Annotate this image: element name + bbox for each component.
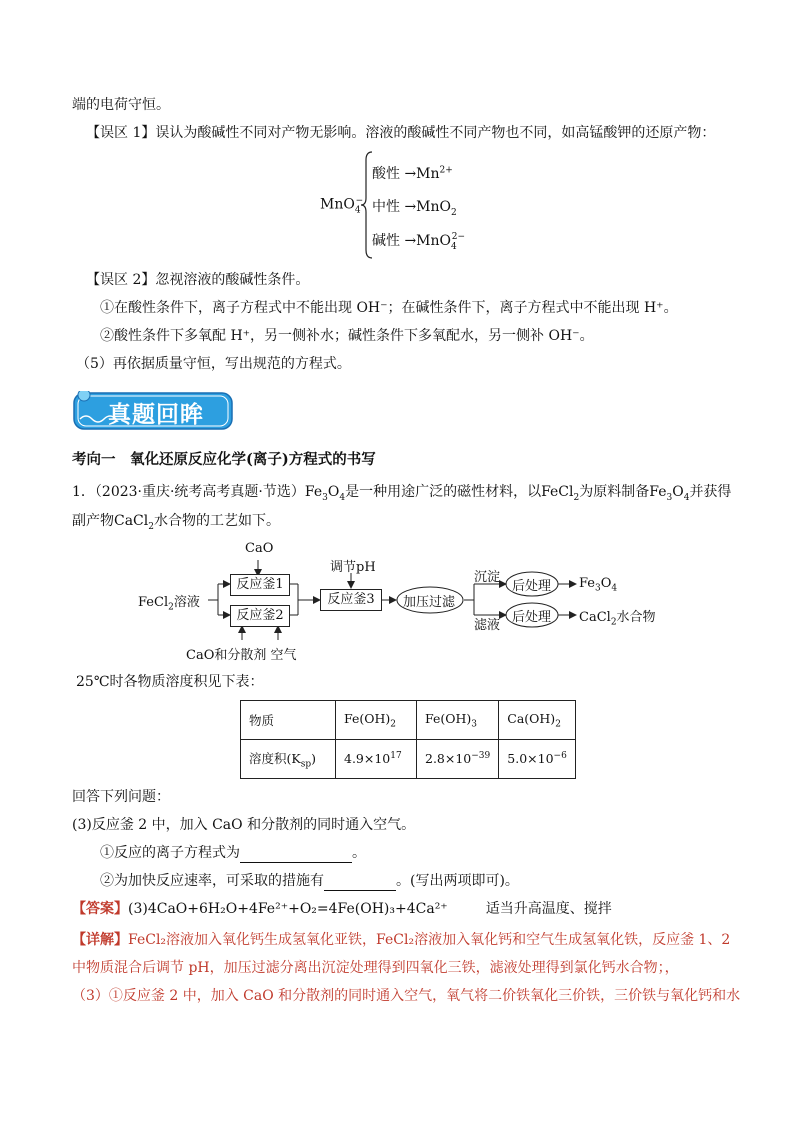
answer-blank-2[interactable] bbox=[324, 890, 396, 891]
misconception-2 bbox=[86, 270, 309, 290]
section-badge bbox=[70, 391, 235, 431]
r0-text: 溶度积 bbox=[249, 750, 287, 766]
mis1-text: 误认为酸碱性不同对产物无影响。溶液的酸碱性不同产物也不同，如高锰酸钾的还原产物： bbox=[155, 125, 716, 141]
table-row bbox=[241, 701, 576, 740]
table-header-caoh2: $Ca(OH)_2$ bbox=[499, 701, 576, 740]
v3-exp: −6 bbox=[553, 751, 567, 762]
branch-neutral-text: 中性 →MnO bbox=[372, 199, 452, 215]
question-line-1: 1．（2023·重庆·统考高考真题·节选）$Fe_3O_4$是一种用途广泛的磁性材料，以FeCl$_2$为原料制备$Fe_3O_4$并获得 bbox=[72, 484, 732, 503]
reactor-2: 反应釜2 bbox=[230, 605, 290, 627]
answer-text-2: 适当升高温度、搅拌 bbox=[485, 901, 612, 917]
flow-fe3o4: $Fe_3O_4$ bbox=[579, 576, 618, 594]
detail-line-3: （3）①反应釜 2 中，加入 CaO 和分散剂的同时通入空气，氧气将二价铁氧化三价铁，三价铁与氧化钙和水 bbox=[72, 988, 741, 1004]
q3a-text: ①反应的离子方程式为 bbox=[100, 845, 240, 861]
mis1-label: 【误区 1】 bbox=[86, 125, 156, 141]
badge-title: 真题回眸 bbox=[108, 402, 204, 428]
solubility-table bbox=[240, 700, 576, 779]
question-text-b: 为原料制备 bbox=[579, 484, 650, 500]
question-3b bbox=[100, 871, 519, 891]
flow-precip: 沉淀 bbox=[474, 570, 501, 585]
branch-basic: 碱性 →MnO$_4^{2-}$ bbox=[372, 232, 466, 252]
formula-text: MnO bbox=[320, 196, 355, 213]
answer-text: (3)4CaO+6H₂O+4Fe²⁺+O₂=4Fe(OH)₃+4Ca²⁺ bbox=[128, 901, 448, 917]
flow-cacl2-text: CaCl bbox=[579, 610, 611, 625]
flow-cao: CaO bbox=[245, 541, 274, 556]
flow-filter: 加压过滤 bbox=[403, 595, 456, 610]
flow-post-2: 后处理 bbox=[512, 610, 552, 625]
flow-post-1: 后处理 bbox=[512, 579, 552, 594]
flow-fe3o4-text: Fe bbox=[579, 576, 596, 591]
h3-text: Ca(OH) bbox=[507, 710, 556, 726]
v3-text: 5.0×10 bbox=[507, 751, 554, 767]
v1-text: 4.9×10 bbox=[344, 751, 391, 767]
table-cell-feoh2 bbox=[336, 740, 417, 779]
reactor-3: 反应釜3 bbox=[320, 589, 382, 611]
q3b-end: 。(写出两项即可)。 bbox=[396, 873, 519, 889]
question-3: (3)反应釜 2 中，加入 CaO 和分散剂的同时通入空气。 bbox=[72, 817, 416, 833]
q3a-end: 。 bbox=[352, 845, 366, 861]
flow-cacl2: CaCl$_2$水合物 bbox=[579, 610, 656, 628]
paragraph-3: （5）再依据质量守恒，写出规范的方程式。 bbox=[76, 356, 351, 372]
detail-label: 【详解】 bbox=[72, 932, 128, 948]
question-text-a: 是一种用途广泛的磁性材料，以 bbox=[345, 484, 542, 500]
mis2-text: 忽视溶液的酸碱性条件。 bbox=[155, 272, 310, 288]
branch-basic-text: 碱性 →MnO bbox=[372, 233, 452, 249]
mis2-label: 【误区 2】 bbox=[86, 272, 156, 288]
table-header-substance: 物质 bbox=[241, 701, 336, 740]
branch-neutral: 中性 →MnO$_2$ bbox=[372, 199, 457, 218]
ask-line: 回答下列问题： bbox=[72, 789, 170, 805]
detail-text-1: FeCl₂溶液加入氧化钙生成氢氧化亚铁，FeCl₂溶液加入氧化钙和空气生成氢氧化铁，反应釜 1、2 bbox=[128, 932, 731, 948]
misconception-1 bbox=[86, 123, 715, 143]
question-line2-a: 副产物 bbox=[72, 513, 114, 529]
text-line: 端的电荷守恒。 bbox=[72, 97, 170, 113]
table-row bbox=[241, 740, 576, 779]
branch-acid-text: 酸性 →Mn bbox=[372, 166, 440, 182]
answer-line bbox=[72, 899, 612, 919]
flow-fecl2-tail: 溶液 bbox=[173, 595, 200, 610]
flow-filtrate: 滤液 bbox=[474, 618, 501, 633]
paragraph-1: ①在酸性条件下，离子方程式中不能出现 OH⁻；在碱性条件下，离子方程式中不能出现 H⁺。 bbox=[100, 300, 678, 316]
question-number: 1．（2023·重庆·统考高考真题·节选） bbox=[72, 484, 305, 500]
table-cell-feoh3 bbox=[417, 740, 499, 779]
detail-line-1 bbox=[72, 930, 730, 950]
paragraph-2: ②酸性条件下多氧配 H⁺，另一侧补水；碱性条件下多氧配水，另一侧补 OH⁻。 bbox=[100, 328, 594, 344]
answer-label: 【答案】 bbox=[72, 901, 128, 917]
table-intro: 25℃时各物质溶度积见下表： bbox=[76, 674, 264, 690]
question-line2-b: 水合物的工艺如下。 bbox=[153, 513, 280, 529]
table-cell-caoh2 bbox=[499, 740, 576, 779]
table-row-label: 溶度积$(K_{sp})$ bbox=[241, 740, 336, 779]
v1-exp: 17 bbox=[390, 751, 402, 762]
section-heading: 考向一 氧化还原反应化学(离子)方程式的书写 bbox=[72, 451, 376, 468]
h2-text: Fe(OH) bbox=[425, 710, 472, 726]
q3b-text: ②为加快反应速率，可采取的措施有 bbox=[100, 873, 324, 889]
table-header-feoh2: $Fe(OH)_2$ bbox=[336, 701, 417, 740]
flow-bottom-labels: CaO和分散剂 空气 bbox=[186, 648, 297, 663]
branch-acid: 酸性 $\to Mn^{2+}$ bbox=[372, 165, 453, 182]
formula-mno4: MnO$_4$− bbox=[320, 196, 364, 216]
v2-exp: −39 bbox=[471, 751, 491, 762]
h1-text: Fe(OH) bbox=[344, 710, 391, 726]
flow-fecl2: FeCl$_2$溶液 bbox=[138, 595, 200, 613]
flow-fecl2-text: FeCl bbox=[138, 595, 169, 610]
question-line-2: 副产物CaCl$_2$水合物的工艺如下。 bbox=[72, 513, 280, 532]
question-text-c: 并获得 bbox=[689, 484, 732, 500]
answer-blank-1[interactable] bbox=[240, 862, 352, 863]
question-3a bbox=[100, 843, 366, 863]
v2-text: 2.8×10 bbox=[425, 751, 472, 767]
flow-ph: 调节pH bbox=[330, 560, 376, 575]
flow-cacl2-tail: 水合物 bbox=[616, 610, 656, 625]
table-header-feoh3: $Fe(OH)_3$ bbox=[417, 701, 499, 740]
reactor-1: 反应釜1 bbox=[230, 574, 290, 596]
detail-line-2: 中物质混合后调节 pH，加压过滤分离出沉淀处理得到四氧化三铁，滤液处理得到氯化钙水合物；， bbox=[72, 960, 679, 976]
